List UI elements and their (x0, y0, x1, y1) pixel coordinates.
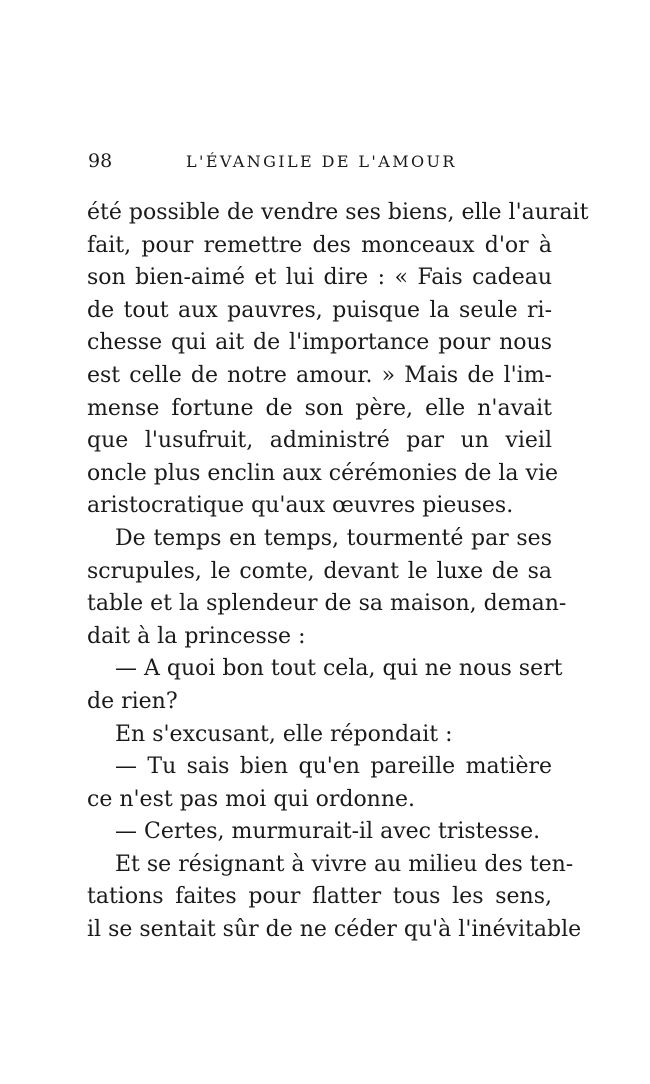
text-line: Et se résignant à vivre au milieu des ten- (115, 851, 574, 877)
text-line: En s'excusant, elle répondait : (115, 721, 453, 747)
text-line: son bien-aimé et lui dire : « Fais cadeau (87, 265, 552, 291)
text-line: il se sentait sûr de ne céder qu'à l'inévitable (87, 917, 582, 943)
text-line: De temps en temps, tourmenté par ses (115, 525, 552, 551)
text-line: chesse qui ait de l'importance pour nous (87, 330, 552, 356)
page-header (88, 150, 558, 178)
text-line: table et la splendeur de sa maison, deman- (87, 591, 567, 617)
text-line: dait à la princesse : (87, 623, 306, 649)
page-number: 98 (88, 150, 113, 172)
text-line: ce n'est pas moi qui ordonne. (87, 786, 416, 812)
text-line: que l'usufruit, administré par un vieil (87, 428, 552, 454)
text-line: de tout aux pauvres, puisque la seule ri- (87, 297, 552, 323)
text-line: oncle plus enclin aux cérémonies de la vie (87, 460, 559, 486)
text-line: aristocratique qu'aux œuvres pieuses. (87, 493, 514, 519)
running-title: L'ÉVANGILE DE L'AMOUR (186, 152, 457, 171)
text-line: mense fortune de son père, elle n'avait (87, 395, 552, 421)
text-line: tations faites pour flatter tous les sens, (87, 884, 552, 910)
text-line: fait, pour remettre des monceaux d'or à (87, 232, 552, 258)
text-line: de rien? (87, 688, 178, 714)
text-line: — A quoi bon tout cela, qui ne nous sert (115, 656, 563, 682)
text-line: — Tu sais bien qu'en pareille matière (115, 754, 552, 780)
text-line: été possible de vendre ses biens, elle l'aurait (87, 200, 589, 225)
body-text (87, 197, 589, 947)
text-line: scrupules, le comte, devant le luxe de sa (87, 558, 552, 584)
text-line: est celle de notre amour. » Mais de l'im- (87, 362, 552, 388)
text-line: — Certes, murmurait-il avec tristesse. (115, 819, 541, 845)
